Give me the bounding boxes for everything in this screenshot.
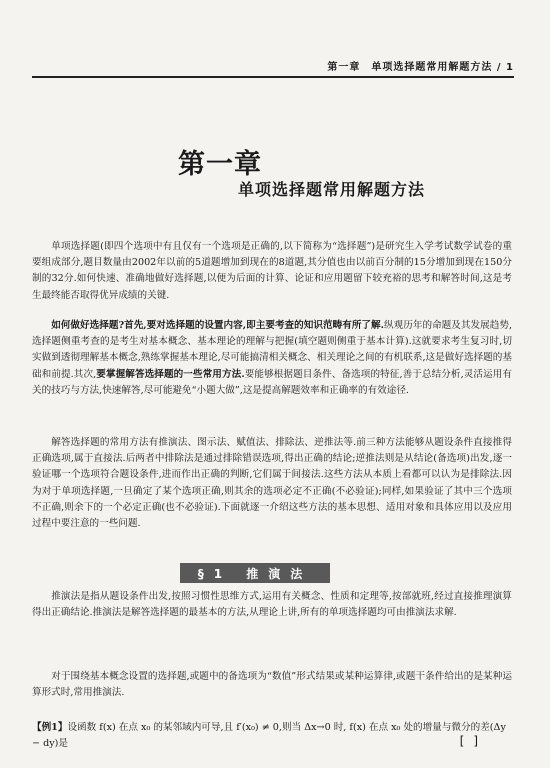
paragraph-how	[32, 318, 512, 399]
intro-text: 单项选择题(即四个选项中有且仅有一个选项是正确的,以下简称为“选择题”)是研究生入学考试数学试卷的重要组成部分,题目数量由2002年以前的5道题增加到现在的8道题,其分值也由以前百分制的15分增加到现在150分制的32分.如何快速、准确地做好选择题,以便为后面的计算、论证和应用题留下较充裕的思考和解答时间,这是考生最终能否取得优异成绩的关键.	[32, 241, 512, 301]
deduction-intro-text: 推演法是指从题设条件出发,按照习惯性思维方式,运用有关概念、性质和定理等,按部就班,经过直接推理演算得出正确结论.推演法是解答选择题的最基本的方法,从理论上讲,所有的单项选择题均可由推演法求解.	[32, 591, 512, 619]
how-lead-bold: 如何做好选择题?首先,要对选择题的设置内容,即主要考查的知识范畴有所了解.	[51, 320, 384, 331]
how-bold-second: 要掌握解答选择题的一些常用方法.	[96, 368, 245, 380]
chapter-number: 第一章	[178, 149, 262, 180]
how-rest: 纵观历年的命题及其发展趋势,选择题侧重考查的是考生对基本概念、基本理论的理解与把握(填空题则侧重于基本计算).这就要求考生复习时,切实做到透彻理解基本概念,熟练掌握基本理论,尽可能搞清相关概念、相关理论之间的有机联系,这是做好选择题的基础和前提.其次,	[32, 320, 512, 380]
paragraph-methods	[32, 435, 512, 532]
paragraph-deduction-intro	[32, 589, 512, 621]
example-label: 【例1】	[32, 722, 68, 733]
paragraph-intro	[32, 239, 512, 304]
how-text	[32, 318, 512, 399]
chapter-title: 单项选择题常用解题方法	[238, 180, 426, 199]
header-rule	[32, 76, 514, 78]
deduction-use-text: 对于围绕基本概念设置的选择题,或题中的备选项为“数值”形式结果或某种运算律,或题干条件给出的是某种运算形式时,常用推演法.	[32, 671, 512, 699]
section-banner: §1 推演法	[180, 563, 330, 583]
example-1	[32, 720, 512, 752]
answer-bracket: [ ]	[458, 734, 480, 748]
methods-text: 解答选择题的常用方法有推演法、图示法、赋值法、排除法、逆推法等.前三种方法能够从题设条件直接推得正确选项,属于直接法.后两者中排除法是通过排除错误选项,得出正确的结论;逆推法则是从结论(备选项)出发,逐一验证哪一个选项符合题设条件,进而作出正确的判断,它们属于间接法.这些方法从本质上看都可以认为是排除法.因为对于单项选择题,一旦确定了某个选项正确,则其余的选项必定不正确(不必验证);同样,如果验证了其中三个选项不正确,则余下的一个必定正确(也不必验证).下面就逐一介绍这些方法的基本思想、适用对象和具体应用以及应用过程中要注意的一些问题.	[32, 437, 512, 530]
running-header: 第一章 单项选择题常用解题方法 / 1	[327, 62, 514, 73]
how-tail: 要能够根据题目条件、备选项的特征,善于总结分析,灵活运用有关的技巧与方法,快速解答,尽可能避免“小题大做”,这是提高解题效率和正确率的有效途径.	[32, 368, 512, 396]
example-text: 设函数 f(x) 在点 x₀ 的某邻域内可导,且 f′(x₀) ≠ 0,则当 Δx→0 时, f(x) 在点 x₀ 处的增量与微分的差(Δy − dy)是	[32, 722, 506, 750]
paragraph-deduction-use	[32, 669, 512, 701]
